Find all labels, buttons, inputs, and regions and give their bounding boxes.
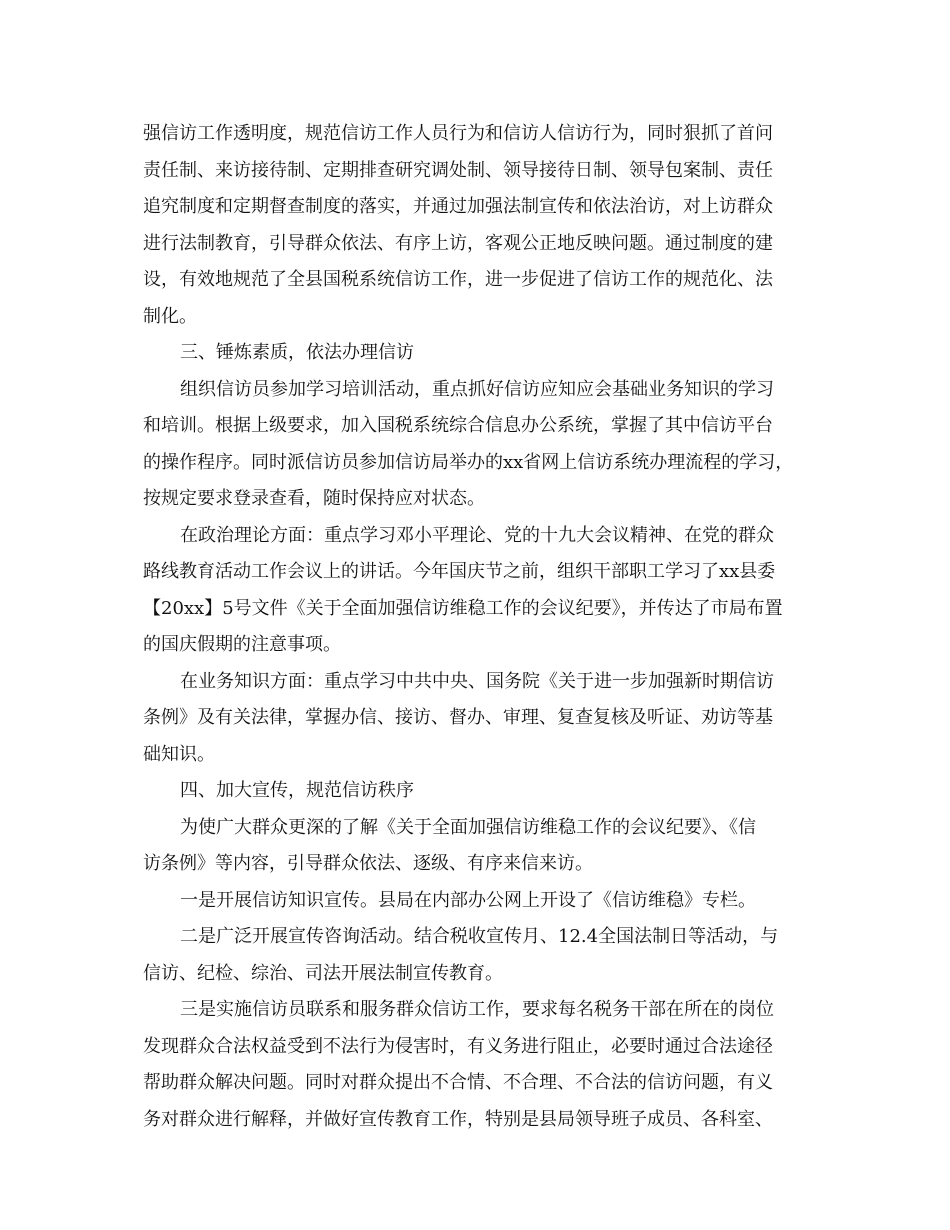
text-line: 发现群众合法权益受到不法行为侵害时，有义务进行阻止，必要时通过合法途径 [143, 1035, 773, 1057]
paragraph-start-line: 在政治理论方面：重点学习邓小平理论、党的十九大会议精神、在党的群众 [180, 524, 774, 546]
text-line: 【20xx】5号文件《关于全面加强信访维稳工作的会议纪要》，并传达了市局布置 [143, 597, 783, 619]
text-line: 础知识。 [143, 743, 215, 765]
text-line: 追究制度和定期督查制度的落实，并通过加强法制宣传和依法治访，对上访群众 [143, 196, 773, 217]
text-line: 责任制、来访接待制、定期排查研究调处制、领导接待日制、领导包案制、责任 [143, 159, 773, 181]
text-line: 务对群众进行解释，并做好宣传教育工作，特别是县局领导班子成员、各科室、 [143, 1108, 773, 1130]
text-line: 进行法制教育，引导群众依法、有序上访，客观公正地反映问题。通过制度的建 [143, 232, 773, 254]
paragraph-start-line: 三是实施信访员联系和服务群众信访工作，要求每名税务干部在所在的岗位 [180, 999, 774, 1020]
text-line: 帮助群众解决问题。同时对群众提出不合情、不合理、不合法的信访问题，有义 [143, 1072, 773, 1093]
text-line: 的国庆假期的注意事项。 [143, 634, 341, 655]
section-heading: 三、锤炼素质，依法办理信访 [180, 342, 414, 363]
text-line: 和培训。根据上级要求，加入国税系统综合信息办公系统，掌握了其中信访平台 [143, 415, 773, 436]
text-line: 设，有效地规范了全县国税系统信访工作，进一步促进了信访工作的规范化、法 [143, 269, 773, 290]
document-body [143, 116, 813, 1138]
text-line: 条例》及有关法律，掌握办信、接访、督办、审理、复查复核及听证、劝访等基 [143, 707, 773, 728]
text-line: 路线教育活动工作会议上的讲话。今年国庆节之前，组织干部职工学习了xx县委 [143, 561, 776, 582]
paragraph-start-line: 二是广泛开展宣传咨询活动。结合税收宣传月、12.4全国法制日等活动，与 [180, 926, 779, 947]
text-line: 的操作程序。同时派信访员参加信访局举办的xx省网上信访系统办理流程的学习， [143, 451, 794, 473]
paragraph-start-line: 为使广大群众更深的了解《关于全面加强信访维稳工作的会议纪要》、《信 [180, 816, 756, 838]
text-line: 按规定要求登录查看，随时保持应对状态。 [143, 488, 485, 509]
paragraph-start-line: 组织信访员参加学习培训活动，重点抓好信访应知应会基础业务知识的学习 [180, 378, 774, 400]
section-heading: 四、加大宣传，规范信访秩序 [180, 780, 414, 801]
text-line: 信访、纪检、综治、司法开展法制宣传教育。 [143, 962, 503, 984]
text-line: 强信访工作透明度，规范信访工作人员行为和信访人信访行为，同时狠抓了首问 [143, 123, 773, 144]
text-line: 制化。 [143, 305, 197, 327]
paragraph-start-line: 一是开展信访知识宣传。县局在内部办公网上开设了《信访维稳》专栏。 [180, 889, 756, 911]
paragraph-start-line: 在业务知识方面：重点学习中共中央、国务院《关于进一步加强新时期信访 [180, 670, 774, 692]
text-line: 访条例》等内容，引导群众依法、逐级、有序来信来访。 [143, 853, 593, 874]
